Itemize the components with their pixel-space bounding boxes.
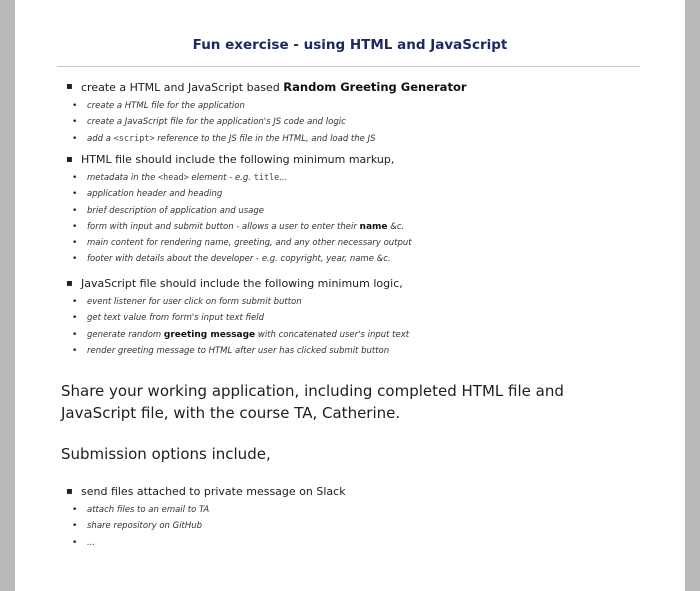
sub-list-item: • footer with details about the developer - e.g. copyright, year, name &c. xyxy=(72,254,391,265)
code-snippet: title xyxy=(253,173,280,183)
list-item: ▪ create a HTML and JavaScript based Random Greeting Generator xyxy=(66,80,467,94)
bullet-icon: • xyxy=(72,521,78,532)
list-item: ▪ send files attached to private message on Slack xyxy=(66,485,346,498)
sub-list-item: • form with input and submit button - allows a user to enter their name &c. xyxy=(72,221,405,232)
code-snippet: <script> xyxy=(113,133,155,144)
sub-list-item: • metadata in the <head> element - e.g. title... xyxy=(72,173,288,183)
bullet-icon: • xyxy=(72,329,78,340)
submission-heading: Submission options include, xyxy=(61,445,271,463)
sub-list-item: • create a JavaScript file for the application's JS code and logic xyxy=(72,117,346,128)
list-item: ▪ HTML file should include the following minimum markup, xyxy=(66,153,395,166)
sub-list-item: • generate random greeting message with concatenated user's input text xyxy=(72,329,410,340)
sub-list-item: • event listener for user click on form submit button xyxy=(72,297,302,307)
bullet-icon: • xyxy=(72,117,78,128)
list-item: ▪ JavaScript file should include the following minimum logic, xyxy=(66,277,403,290)
sub-list-item: • share repository on GitHub xyxy=(72,521,203,532)
sub-list-item: • application header and heading xyxy=(72,189,223,200)
bullet-icon: • xyxy=(72,221,78,232)
sub-list-item: • get text value from form's input text field xyxy=(72,313,264,324)
bullet-icon: • xyxy=(72,505,78,515)
bullet-icon: ▪ xyxy=(66,154,73,165)
bullet-icon: • xyxy=(72,238,78,249)
bullet-icon: ▪ xyxy=(66,81,73,92)
section-html-requirements xyxy=(61,153,661,265)
bullet-icon: • xyxy=(72,537,78,548)
bullet-icon: • xyxy=(72,205,78,216)
sub-list-item: • brief description of application and usage xyxy=(72,205,264,216)
slide-title: Fun exercise - using HTML and JavaScript xyxy=(192,37,508,53)
section-js-requirements xyxy=(61,277,661,357)
share-paragraph: Share your working application, including completed HTML file and JavaScript file, with the course TA, Catherine. xyxy=(61,382,564,422)
bullet-icon: • xyxy=(72,297,78,307)
bullet-icon: • xyxy=(72,345,78,356)
sub-list-item: • ... xyxy=(72,537,96,548)
section-random-greeting xyxy=(61,80,661,145)
bullet-icon: • xyxy=(72,313,78,324)
title-divider xyxy=(57,66,640,67)
bullet-icon: • xyxy=(72,189,78,200)
sub-list-item: • create a HTML file for the application xyxy=(72,101,245,111)
bullet-icon: • xyxy=(72,254,78,265)
bullet-icon: • xyxy=(72,173,78,183)
sub-list-item: • attach files to an email to TA xyxy=(72,505,210,515)
section-submission-options xyxy=(61,485,661,549)
sub-list-item: • render greeting message to HTML after user has clicked submit button xyxy=(72,345,390,356)
bullet-icon: ▪ xyxy=(66,486,73,497)
bullet-icon: ▪ xyxy=(66,278,73,289)
slide xyxy=(15,0,685,591)
sub-list-item: • main content for rendering name, greeting, and any other necessary output xyxy=(72,238,412,249)
bullet-icon: • xyxy=(72,133,78,144)
sub-list-item: • add a <script> reference to the JS file in the HTML, and load the JS xyxy=(72,133,376,144)
bullet-icon: • xyxy=(72,101,78,111)
code-snippet: <head> xyxy=(158,173,189,183)
